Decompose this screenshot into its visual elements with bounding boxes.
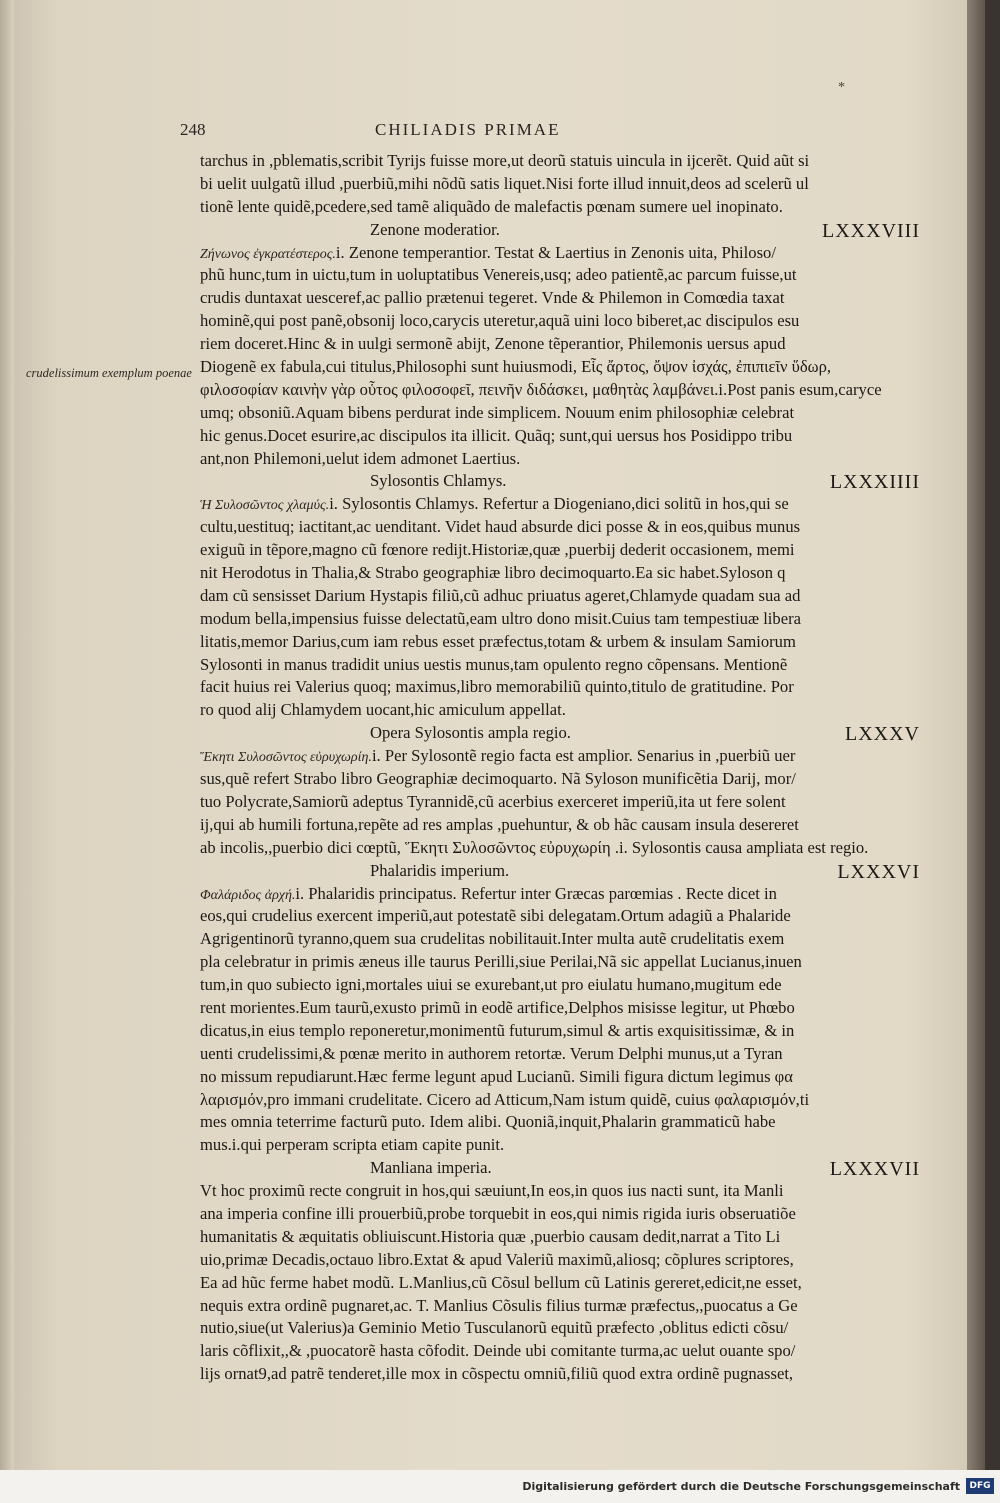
- text-line: ro quod alij Chlamydem uocant,hic amiculum appellat.: [200, 700, 566, 720]
- text-line: tarchus in ,pblematis,scribit Tyrijs fuisse more,ut deorũ statuis uincula in ijcerẽt. Quid aũt si: [200, 151, 810, 170]
- adage-heading: [200, 860, 920, 883]
- text-line: nequis extra ordinẽ pugnaret,ac. T. Manlius Cõsulis filius turmæ præfectus,,puocatus a Ge: [200, 1295, 798, 1315]
- margin-note: crudelissimum exemplum poenae: [26, 366, 192, 380]
- adage-numeral: LXXXVIII: [822, 219, 920, 242]
- footer-bar: [0, 1470, 1000, 1503]
- text-line: Diogenẽ ex fabula,cui titulus,Philosophi sunt huiusmodi, Εἷς ἄρτος, ὄψον ἰσχάς, ἐπιπιεῖν ὕδωρ,: [200, 357, 832, 377]
- adage-numeral: LXXXV: [845, 723, 920, 746]
- text-line: Ἕκητι Συλοσῶντος εὐρυχωρίη.i. Per Sylosontẽ regio facta est amplior. Senarius in ,puerbiũ uer: [200, 746, 796, 766]
- adage-title: Phalaridis imperium.: [370, 860, 510, 880]
- corner-mark: *: [838, 80, 845, 95]
- text-body: [200, 150, 920, 1386]
- text-line: eos,qui crudelius exercent imperiũ,aut potestatẽ sibi delegatam.Ortum adagiũ a Phalaride: [200, 906, 791, 926]
- adage-title: Opera Sylosontis ampla regio.: [370, 723, 571, 743]
- page-gutter: [0, 0, 14, 1470]
- text-line: exiguũ in tẽpore,magno cũ fœnore redijt.Historiæ,quæ ,puerbij dederit occasionem, memi: [200, 540, 795, 560]
- adage-heading: [200, 219, 920, 242]
- text-line: facit huius rei Valerius quoq; maximus,libro memorabiliũ quinto,titulo de gratitudine. Por: [200, 677, 794, 697]
- funding-credit: Digitalisierung gefördert durch die Deutsche Forschungsgemeinschaft: [522, 1480, 960, 1493]
- greek-lemma: Ζήνωνος ἐγκρατέστερος.: [200, 246, 336, 262]
- text-line: laris cõflixit,,& ,puocatorẽ hasta cõfodit. Deinde ubi comitante turma,ac uelut ouante spo/: [200, 1341, 796, 1361]
- text-line: Φαλάριδος ἀρχή.i. Phalaridis principatus. Refertur inter Græcas parœmias . Recte dicet in: [200, 883, 777, 903]
- text-line: λαρισμόν,pro immani crudelitate. Cicero ad Atticum,Nam istum quidẽ, cuius φαλαρισμόν,ti: [200, 1089, 810, 1109]
- text-line: Ea ad hũc ferme habet modũ. L.Manlius,cũ Cõsul bellum cũ Latinis gereret,edicit,ne esset,: [200, 1272, 802, 1292]
- greek-lemma: Ἕκητι Συλοσῶντος εὐρυχωρίη.: [200, 750, 372, 766]
- adage-heading: [200, 722, 920, 745]
- text-line: Sylosonti in manus tradidit unius uestis munus,tam opulento regno cõpensans. Mentionẽ: [200, 654, 788, 674]
- text-line: ana imperia confine illi prouerbiũ,probe torquebit in eos,qui nimis rigida iuris obseruatiõe: [200, 1203, 796, 1223]
- text-line: ij,qui ab humili fortuna,repẽte ad res amplas ,puehuntur, & ob hãc causam insula desereret: [200, 814, 799, 834]
- text-line: nit Herodotus in Thalia,& Strabo geographiæ libro decimoquarto.Ea sic habet.Syloson q: [200, 563, 786, 583]
- page-edge: [967, 0, 985, 1470]
- text-line: hic genus.Docet esurire,ac discipulos ita illicit. Quãq; sunt,qui uersus hos Posidippo tribu: [200, 425, 793, 445]
- text-line: dam cũ sensisset Darium Hystapis filiũ,cũ adhuc priuatus ageret,Chlamyde quadam sua ad: [200, 585, 801, 605]
- text-line: pla celebratur in primis æneus ille taurus Perilli,siue Perilai,Nã sic appellat Lucianus,inuen: [200, 952, 802, 972]
- text-line: umq; obsoniũ.Aquam bibens perdurat inde simplicem. Nouum enim philosophiæ celebrat: [200, 402, 795, 422]
- dfg-logo-icon: DFG: [966, 1478, 994, 1494]
- text-line: mus.i.qui perperam scripta etiam capite punit.: [200, 1135, 505, 1155]
- text-line: Ἡ Συλοσῶντος χλαμύς.i. Sylosontis Chlamys. Refertur a Diogeniano,dici solitũ in hos,qui se: [200, 494, 789, 514]
- text-line: dicatus,in eius templo reponeretur,monimentũ futurum,simul & artis exquisitissimæ, & in: [200, 1020, 795, 1040]
- text-line: tum,in quo subiecto igni,mortales uiui se exurebant,ut pro eiulatu humano,mugitum ede: [200, 975, 782, 995]
- running-head: [0, 120, 985, 150]
- text-line: modum bella,impensius fuisse delectatũ,eam ultro dono misit.Cuius tam tempestiuæ libera: [200, 608, 801, 628]
- text-line: uenti crudelissimi,& pœnæ merito in authorem retortæ. Verum Delphi munus,ut a Tyran: [200, 1043, 783, 1063]
- text-line: sus,quẽ refert Strabo libro Geographiæ decimoquarto. Nã Syloson munificẽtia Darij, mor/: [200, 769, 796, 789]
- text-line: hominẽ,qui post panẽ,obsonij loco,carycis uteretur,aquã uini loco biberet,ac discipulos esu: [200, 311, 800, 331]
- text-line: lijs ornat9,ad patrẽ tenderet,ille mox in cõspectu omniũ,filiũ quod extra ordinẽ pugnasset,: [200, 1364, 794, 1384]
- text-line: phũ hunc,tum in uictu,tum in uoluptatibus Venereis,usq; adeo patientẽ,ac parcum fuisse,ut: [200, 265, 797, 285]
- page-number: 248: [180, 120, 206, 139]
- text-line: Vt hoc proximũ recte congruit in hos,qui sæuiunt,In eos,in quos ius nacti sunt, ita Manli: [200, 1181, 784, 1201]
- adage-title: Sylosontis Chlamys.: [370, 471, 507, 491]
- text-line: rent morientes.Eum taurũ,exusto primũ in eodẽ artifice,Delphos misisse legitur, ut Phœbo: [200, 997, 795, 1017]
- text-line: φιλοσοφίαν καινὴν γὰρ οὗτος φιλοσοφεῖ, πεινῆν διδάσκει, μαθητὰς λαμβάνει.i.Post panis esum,caryce: [200, 379, 882, 399]
- text-line: ant,non Philemoni,uelut idem admonet Laertius.: [200, 448, 521, 468]
- text-line: riem doceret.Hinc & in uulgi sermonẽ abijt, Zenone tẽperantior, Philemonis uersus apud: [200, 334, 786, 354]
- text-line: bi uelit uulgatũ illud ,puerbiũ,mihi nõdũ satis liquet.Nisi forte illud innuit,deos ad scelerũ ul: [200, 173, 809, 193]
- text-line: ab incolis,,puerbio dici cœptũ, Ἕκητι Συλοσῶντος εὐρυχωρίη .i. Sylosontis causa ampliata est regio.: [200, 837, 869, 857]
- adage-numeral: LXXXIIII: [829, 471, 920, 494]
- text-line: tionẽ lente quidẽ,pcedere,sed tamẽ aliquãdo de malefactis pœnam sumere uel inopinato.: [200, 196, 783, 216]
- adage-heading: [200, 1157, 920, 1180]
- text-line: uio,primæ Decadis,octauo libro.Extat & apud Valeriũ maximũ,aliosq; cõplures scriptores,: [200, 1249, 794, 1269]
- text-line: nutio,siue(ut Valerius)a Geminio Metio Tusculanorũ equitũ præfecto ,oblitus edicti cõsu/: [200, 1318, 789, 1338]
- text-line: mes omnia teterrime facturũ puto. Idem alibi. Quoniã,inquit,Phalarin grammaticũ habe: [200, 1112, 776, 1132]
- text-line: crudis duntaxat uesceref,ac pallio prætenui tegeret. Vnde & Philemon in Comœdia taxat: [200, 288, 785, 308]
- greek-lemma: Ἡ Συλοσῶντος χλαμύς.: [200, 498, 330, 514]
- running-title: CHILIADIS PRIMAE: [375, 120, 561, 139]
- adage-title: Zenone moderatior.: [370, 219, 500, 239]
- text-line: humanitatis & æquitatis obliuiscunt.Historia quæ ,puerbio causam dedit,narrat a Tito Li: [200, 1226, 781, 1246]
- text-line: Ζήνωνος ἐγκρατέστερος.i. Zenone temperantior. Testat & Laertius in Zenonis uita, Philoso/: [200, 242, 776, 262]
- text-line: cultu,uestituq; iactitant,ac uenditant. Videt haud absurde dici posse & in eos,quibus munus: [200, 517, 801, 537]
- adage-numeral: LXXXVII: [829, 1158, 920, 1181]
- text-line: Agrigentinorũ tyranno,quem sua crudelitas nobilitauit.Inter multa autẽ crudelitatis exem: [200, 929, 785, 949]
- text-line: no missum repudiarunt.Hæc ferme legunt apud Lucianũ. Simili figura dictum legimus φα: [200, 1066, 793, 1086]
- greek-lemma: Φαλάριδος ἀρχή.: [200, 887, 296, 903]
- text-line: tuo Polycrate,Samiorũ adeptus Tyrannidẽ,cũ acerbius exerceret imperiũ,ita ut fere solent: [200, 791, 786, 811]
- text-line: litatis,memor Darius,cum iam rebus esset præfectus,totam & urbem & insulam Samiorum: [200, 631, 796, 651]
- adage-title: Manliana imperia.: [370, 1158, 492, 1178]
- adage-numeral: LXXXVI: [837, 860, 920, 883]
- adage-heading: [200, 470, 920, 493]
